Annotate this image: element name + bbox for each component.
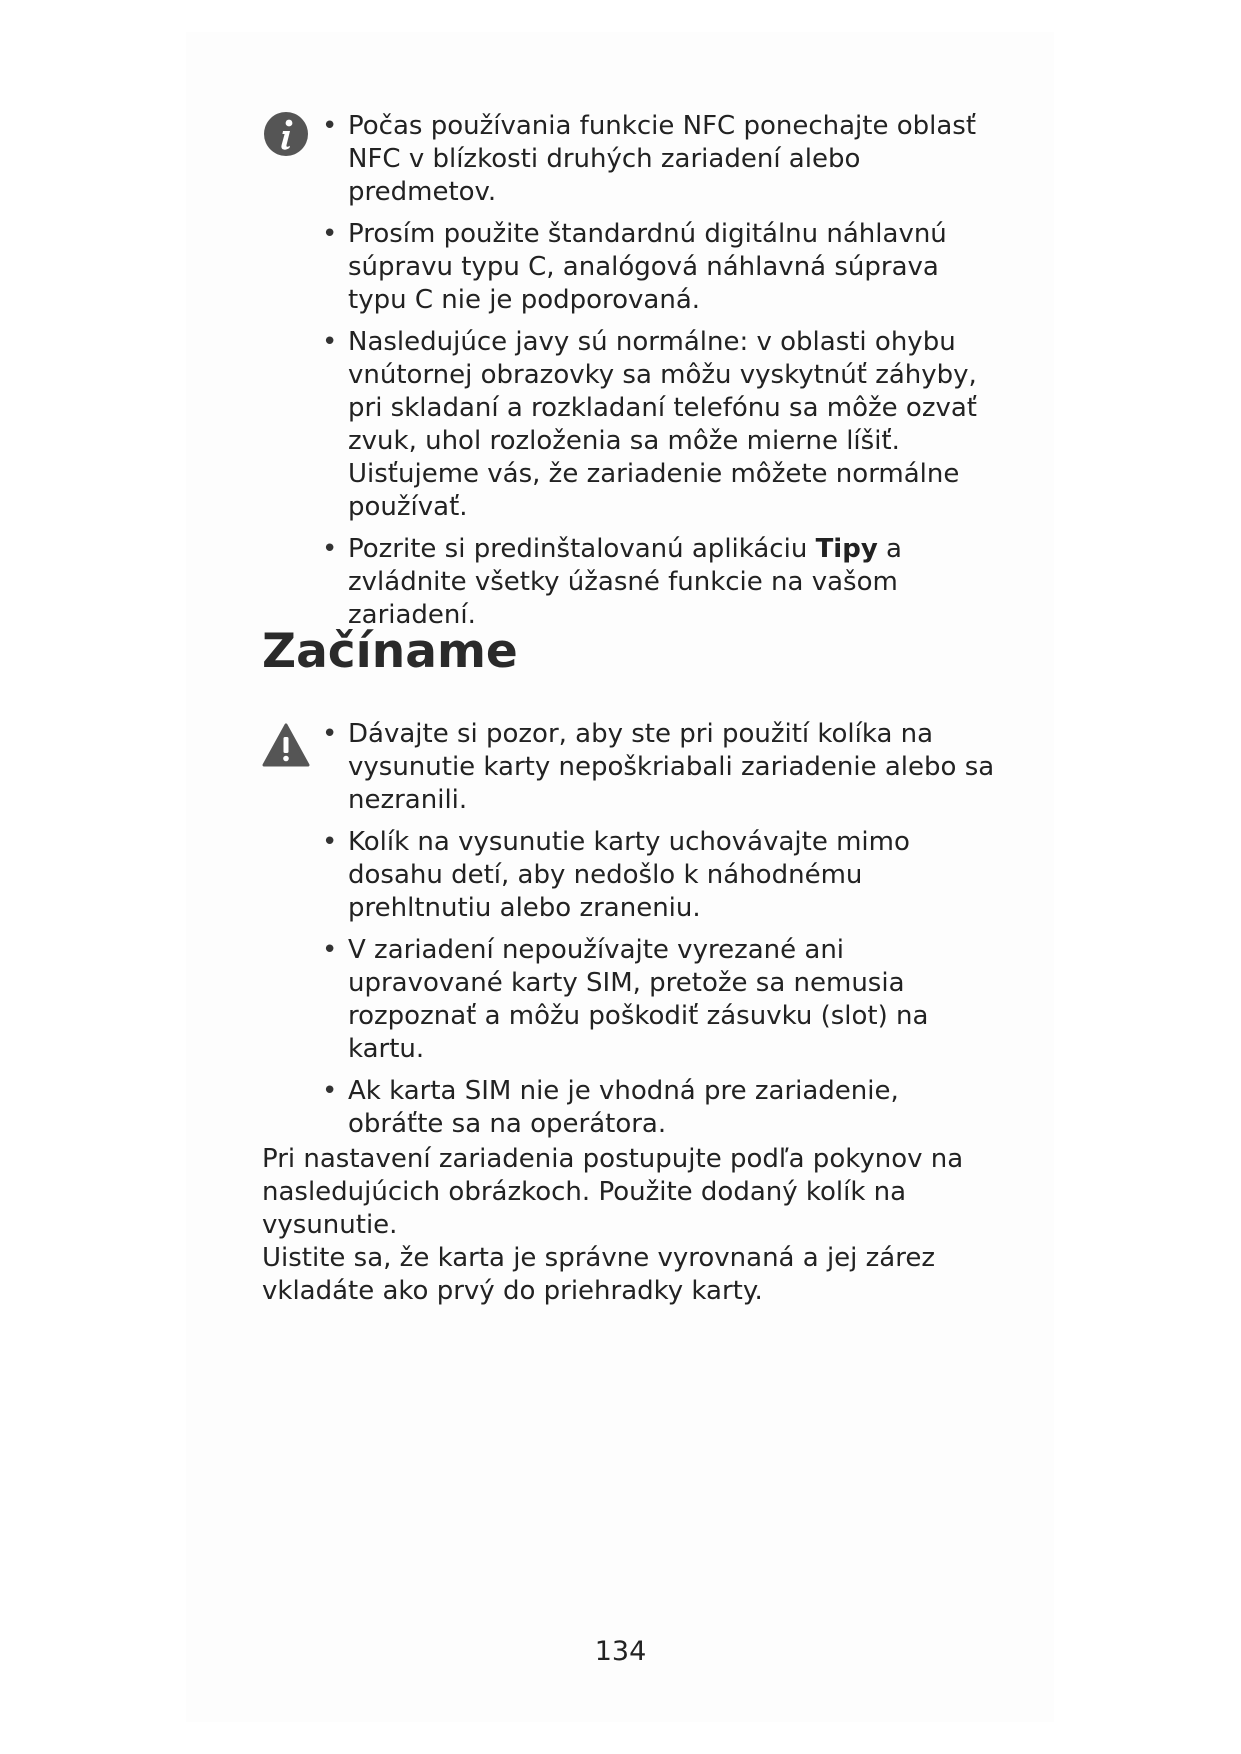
tips-note bbox=[262, 110, 1002, 641]
tipy-app-name: Tipy bbox=[815, 534, 878, 564]
warning-icon bbox=[262, 722, 310, 770]
warning-text: V zariadení nepoužívajte vyrezané ani upravované karty SIM, pretože sa nemusia rozpoznať a môžu poškodiť zásuvku (slot) na kartu. bbox=[348, 935, 929, 1064]
list-item bbox=[322, 1075, 1002, 1141]
list-item bbox=[322, 718, 1002, 817]
page-number: 134 bbox=[594, 1636, 647, 1667]
info-icon bbox=[262, 110, 310, 158]
list-item bbox=[322, 934, 1002, 1066]
tip-text-before: Pozrite si predinštalovanú aplikáciu bbox=[348, 534, 816, 564]
warning-note bbox=[262, 718, 1002, 1150]
warnings-list bbox=[262, 718, 1002, 1141]
setup-instructions: Pri nastavení zariadenia postupujte podľa pokynov na nasledujúcich obrázkoch. Použite dodaný kolík na vysunutie. bbox=[262, 1144, 964, 1240]
tip-text: Prosím použite štandardnú digitálnu náhlavnú súpravu typu C, analógová náhlavná súprava typu C nie je podporovaná. bbox=[348, 219, 947, 315]
list-item bbox=[322, 826, 1002, 925]
card-alignment-instructions: Uistite sa, že karta je správne vyrovnaná a jej zárez vkladáte ako prvý do priehradky karty. bbox=[262, 1243, 936, 1306]
list-item bbox=[322, 110, 1002, 209]
tip-text-after: a zvládnite všetky úžasné funkcie na vašom zariadení. bbox=[348, 534, 902, 630]
tip-text: Počas používania funkcie NFC ponechajte oblasť NFC v blízkosti druhých zariadení alebo predmetov. bbox=[348, 111, 977, 207]
list-item bbox=[322, 533, 1002, 632]
warning-text: Kolík na vysunutie karty uchovávajte mimo dosahu detí, aby nedošlo k náhodnému prehltnutiu alebo zraneniu. bbox=[348, 827, 910, 923]
section-title: Začíname bbox=[262, 624, 518, 679]
warning-text: Dávajte si pozor, aby ste pri použití kolíka na vysunutie karty nepoškriabali zariadenie alebo sa nezranili. bbox=[348, 719, 995, 815]
warning-text: Ak karta SIM nie je vhodná pre zariadenie, obráťte sa na operátora. bbox=[348, 1076, 899, 1139]
list-item bbox=[322, 326, 1002, 524]
list-item bbox=[322, 218, 1002, 317]
tip-text: Nasledujúce javy sú normálne: v oblasti ohybu vnútornej obrazovky sa môžu vyskytnúť záhyby, pri skladaní a rozkladaní telefónu sa môže ozvať zvuk, uhol rozloženia sa môže mierne líšiť. Uisťujeme vás, že zariadenie môžete normálne používať. bbox=[348, 327, 977, 522]
tips-list bbox=[262, 110, 1002, 632]
